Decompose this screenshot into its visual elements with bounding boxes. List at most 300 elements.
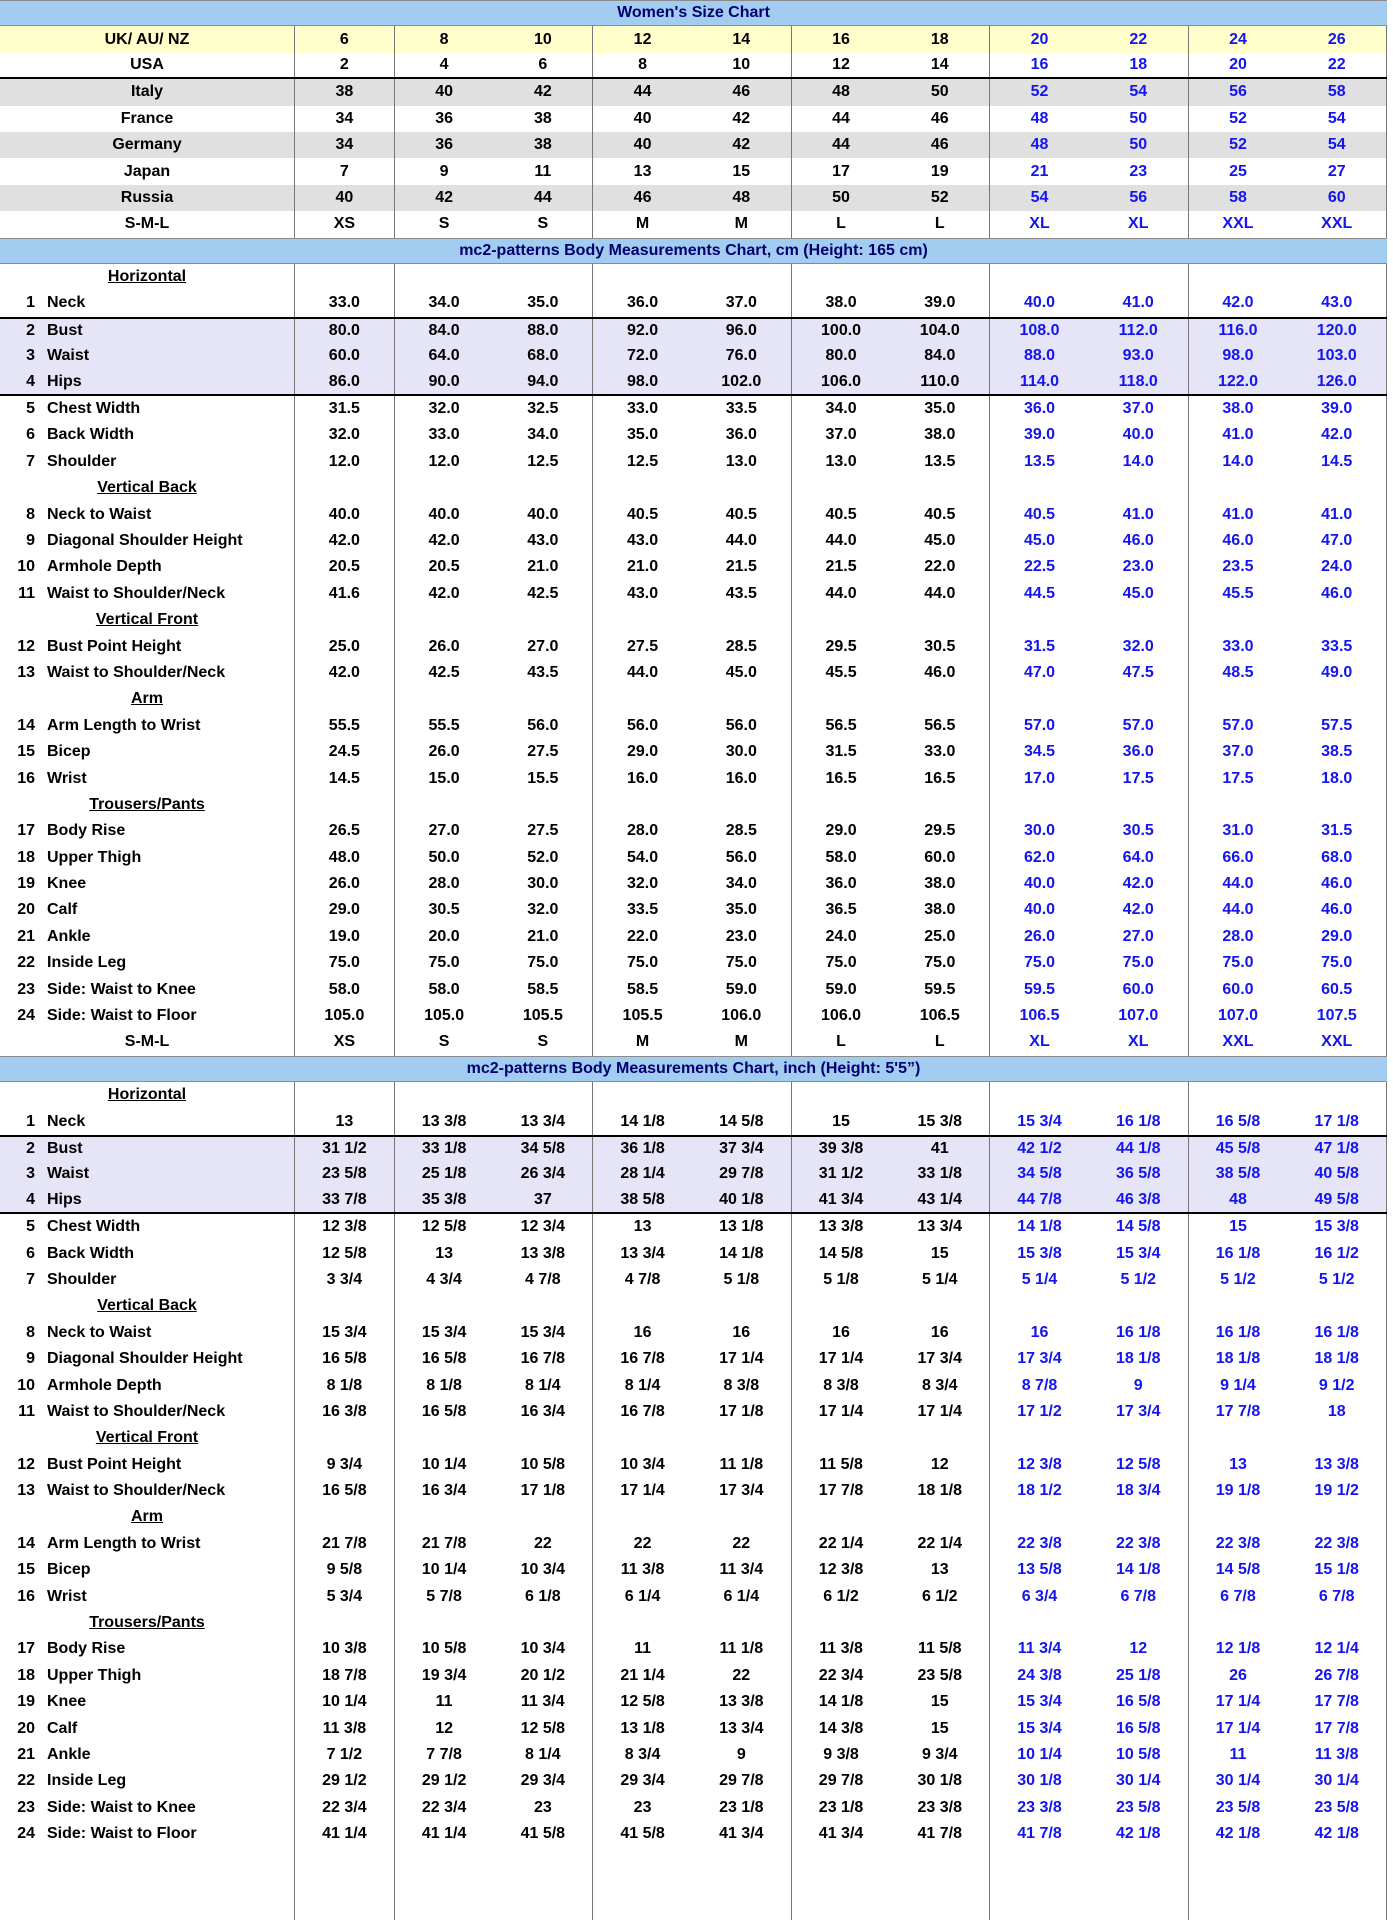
value-cell: 54 [1287, 132, 1387, 158]
row-label-text: Shoulder [47, 452, 117, 470]
value-cell [1189, 1425, 1288, 1451]
value-cell [493, 1293, 593, 1319]
value-cell: 16 [832, 30, 850, 48]
value-cell [890, 264, 990, 290]
value-cell: 46 [890, 132, 990, 158]
row-label-text: Upper Thigh [47, 1666, 142, 1684]
sml-row [0, 211, 1387, 237]
measurement-row [0, 1636, 1387, 1662]
cm-section-banner: mc2-patterns Body Measurements Chart, cm (Height: 165 cm) [0, 238, 1387, 264]
value-cell: 15 [1229, 1218, 1247, 1236]
value-cell: 7 7/8 [426, 1745, 462, 1763]
value-cell: 40.0 [493, 501, 593, 527]
value-cell: 19 1/2 [1287, 1478, 1387, 1504]
row-label-text: Trousers/Pants [89, 795, 205, 813]
value-cell: 4 7/8 [624, 1270, 661, 1288]
value-cell: 9 1/4 [1220, 1376, 1256, 1394]
value-cell: 17 7/8 [1287, 1715, 1387, 1741]
value-cell: 10 1/4 [295, 1689, 395, 1715]
value-cell: 30 1/4 [1215, 1772, 1261, 1790]
value-cell: 42.0 [295, 660, 395, 686]
row-label [0, 1346, 295, 1372]
value-cell: 43 1/4 [890, 1188, 990, 1212]
row-label [0, 1108, 295, 1134]
measurement-row [0, 1663, 1387, 1689]
value-cell: 26.0 [428, 637, 460, 655]
measurement-row [0, 1795, 1387, 1821]
value-cell: 68.0 [493, 343, 593, 369]
value-cell: 23 5/8 [890, 1663, 990, 1689]
value-cell: 15 3/4 [1017, 1719, 1062, 1737]
value-cell: 42 [493, 79, 593, 105]
value-cell [692, 1504, 792, 1530]
value-cell: 33 7/8 [295, 1188, 395, 1212]
row-label-text: Side: Waist to Knee [47, 1798, 196, 1816]
row-number: 3 [26, 1165, 35, 1183]
value-cell: 15 [692, 158, 792, 184]
row-number: 9 [26, 532, 35, 549]
row-number: 23 [17, 980, 35, 998]
value-cell: 30 1/4 [1287, 1768, 1387, 1794]
row-label [0, 53, 295, 77]
row-label-text: Side: Waist to Floor [47, 1825, 197, 1843]
value-cell: 29.5 [890, 818, 990, 844]
value-cell: 25 1/8 [421, 1165, 467, 1183]
value-cell: 92.0 [627, 321, 659, 339]
row-label-text: Inside Leg [47, 1772, 127, 1790]
value-cell [792, 475, 891, 501]
value-cell: 16 1/8 [1089, 1108, 1189, 1134]
row-label [0, 1320, 295, 1346]
value-cell: 22 3/8 [1215, 1534, 1261, 1552]
value-cell: 11 [1229, 1745, 1247, 1763]
value-cell: 75.0 [295, 950, 395, 976]
value-cell: 23.0 [692, 924, 792, 950]
value-cell: 34 [295, 106, 395, 132]
value-cell: 11 5/8 [890, 1636, 990, 1662]
value-cell [1089, 1504, 1189, 1530]
row-label-text: Chest Width [47, 1218, 141, 1236]
value-cell: 56.0 [692, 845, 792, 871]
value-cell: 47 1/8 [1287, 1137, 1387, 1161]
value-cell: 50 [890, 79, 990, 105]
value-cell: 18 [890, 26, 990, 52]
value-cell: 43.0 [627, 532, 659, 549]
row-label [0, 950, 295, 976]
value-cell: 35.0 [692, 897, 792, 923]
row-label [0, 132, 295, 158]
value-cell: 13 1/8 [692, 1214, 792, 1240]
filler-cell [990, 1847, 1089, 1920]
value-cell [295, 1425, 395, 1451]
filler-cell [295, 1847, 395, 1920]
value-cell: 38.5 [1287, 739, 1387, 765]
size-row-japan [0, 158, 1387, 184]
value-cell: 42 1/8 [1089, 1821, 1189, 1847]
value-cell: 106.5 [890, 1003, 990, 1029]
value-cell: 41 7/8 [890, 1821, 990, 1847]
value-cell [692, 607, 792, 633]
row-label [0, 422, 295, 448]
value-cell: 58.0 [825, 848, 857, 866]
value-cell: 6 1/4 [692, 1583, 792, 1609]
value-cell: 104.0 [890, 319, 990, 343]
value-cell: 33.0 [295, 290, 395, 316]
value-cell [1189, 475, 1288, 501]
value-cell [1287, 607, 1387, 633]
value-cell [1089, 264, 1189, 290]
value-cell: 106.0 [821, 1007, 862, 1025]
value-cell [692, 1082, 792, 1108]
value-cell: 31.5 [295, 396, 395, 422]
value-cell: 48.5 [1222, 663, 1254, 681]
value-cell: 18 7/8 [295, 1663, 395, 1689]
value-cell: 17 1/8 [1287, 1108, 1387, 1134]
value-cell: 106.0 [692, 1003, 792, 1029]
value-cell: 58 [1287, 79, 1387, 105]
value-cell: 58 [1229, 188, 1247, 206]
value-cell: 48 [692, 185, 792, 211]
measurement-row [0, 713, 1387, 739]
value-cell: 30.5 [1089, 818, 1189, 844]
row-number: 23 [17, 1798, 35, 1816]
value-cell: 44.0 [692, 528, 792, 554]
value-cell: 41.0 [1222, 426, 1254, 444]
value-cell: 22.5 [1023, 558, 1056, 576]
row-label-text: Body Rise [47, 1640, 126, 1658]
row-number: 22 [17, 954, 35, 972]
value-cell: 94.0 [493, 369, 593, 393]
value-cell [890, 1293, 990, 1319]
value-cell: 57.0 [1222, 716, 1254, 734]
value-cell: 26.5 [295, 818, 395, 844]
row-label [0, 1689, 295, 1715]
value-cell: 16.0 [692, 765, 792, 791]
value-cell: 11 1/8 [692, 1636, 792, 1662]
value-cell: 120.0 [1287, 319, 1387, 343]
value-cell: 50 [1089, 106, 1189, 132]
value-cell: 22 1/4 [818, 1534, 864, 1552]
value-cell: 37.0 [825, 426, 857, 444]
value-cell: 44.0 [825, 584, 857, 602]
section-subheader-row [0, 264, 1387, 290]
section-subheader-row [0, 1610, 1387, 1636]
value-cell: 32.0 [295, 422, 395, 448]
row-label-text: Bust [47, 1139, 83, 1157]
value-cell: 20.0 [428, 927, 460, 945]
value-cell: 14 [890, 53, 990, 77]
value-cell [692, 686, 792, 712]
value-cell: 23 5/8 [1287, 1795, 1387, 1821]
value-cell: 22 [1287, 53, 1387, 77]
value-cell: 9 3/4 [295, 1451, 395, 1477]
value-cell [493, 1610, 593, 1636]
value-cell [295, 1504, 395, 1530]
value-cell: 42.5 [428, 663, 460, 681]
value-cell: 5 3/4 [295, 1583, 395, 1609]
value-cell: 42 1/8 [1287, 1821, 1387, 1847]
value-cell [692, 1610, 792, 1636]
value-cell: M [635, 215, 650, 233]
value-cell: 21.5 [825, 558, 857, 576]
value-cell: 12 5/8 [493, 1715, 593, 1741]
value-cell [1089, 1293, 1189, 1319]
value-cell: 21 [1030, 162, 1049, 180]
row-label-text: Neck to Waist [47, 1323, 152, 1341]
row-label-text: Arm Length to Wrist [47, 1534, 201, 1552]
value-cell: 29.5 [825, 637, 857, 655]
value-cell: 56.5 [825, 716, 857, 734]
value-cell [593, 792, 692, 818]
value-cell: 42 1/2 [1017, 1139, 1062, 1157]
value-cell: 30.5 [890, 633, 990, 659]
row-label [0, 396, 295, 422]
row-label [0, 1795, 295, 1821]
value-cell: 75.0 [890, 950, 990, 976]
value-cell: 34 [295, 132, 395, 158]
value-cell [493, 1425, 593, 1451]
value-cell: 30.0 [1023, 822, 1056, 840]
value-cell: 38.0 [890, 897, 990, 923]
value-cell: 103.0 [1287, 343, 1387, 369]
value-cell: 22 1/4 [890, 1531, 990, 1557]
row-label [0, 1531, 295, 1557]
value-cell: 41.6 [295, 581, 395, 607]
value-cell: 5 1/2 [1287, 1267, 1387, 1293]
row-number: 14 [17, 716, 35, 734]
value-cell [1287, 1425, 1387, 1451]
row-label-text: Body Rise [47, 822, 126, 840]
row-label-text: Russia [120, 188, 174, 206]
value-cell: 41 3/4 [692, 1821, 792, 1847]
measurement-row [0, 633, 1387, 659]
value-cell: 13 [1229, 1455, 1247, 1473]
value-cell: 15.5 [493, 765, 593, 791]
value-cell: 16 5/8 [295, 1478, 395, 1504]
value-cell: 14 1/8 [1017, 1218, 1062, 1236]
row-label-text: Neck [47, 1112, 86, 1130]
value-cell: 40.5 [692, 501, 792, 527]
value-cell: 17 1/4 [1215, 1719, 1261, 1737]
value-cell [792, 1425, 891, 1451]
value-cell: 16 [890, 1320, 990, 1346]
value-cell: 9 [439, 162, 449, 180]
row-number: 18 [17, 1666, 35, 1684]
value-cell: 106.0 [821, 372, 862, 390]
value-cell: 27.5 [493, 818, 593, 844]
value-cell: 15 3/4 [1017, 1112, 1062, 1130]
value-cell: 36.0 [692, 422, 792, 448]
filler-cell [395, 1847, 494, 1920]
value-cell [1287, 686, 1387, 712]
measurement-row [0, 1715, 1387, 1741]
value-cell [593, 1293, 692, 1319]
value-cell [890, 1504, 990, 1530]
value-cell: 15 3/4 [493, 1320, 593, 1346]
row-label-text: Knee [47, 875, 87, 893]
value-cell: 12 [435, 1719, 453, 1737]
value-cell: 10 3/4 [620, 1455, 665, 1473]
value-cell: 46.0 [1287, 871, 1387, 897]
row-label-text: Shoulder [47, 1270, 117, 1288]
value-cell: 26 [1287, 26, 1387, 52]
value-cell: 46 [890, 106, 990, 132]
measurement-row [0, 739, 1387, 765]
value-cell: 10 3/8 [295, 1636, 395, 1662]
value-cell [890, 686, 990, 712]
measurement-row [0, 396, 1387, 422]
value-cell: 22 3/4 [818, 1666, 864, 1684]
value-cell: 22.0 [890, 554, 990, 580]
value-cell: 75.0 [692, 950, 792, 976]
value-cell: 39.0 [1287, 396, 1387, 422]
value-cell [1089, 475, 1189, 501]
row-number: 17 [17, 1640, 35, 1658]
value-cell: 29 1/2 [295, 1768, 395, 1794]
value-cell [1287, 1504, 1387, 1530]
value-cell: 48 [1030, 109, 1049, 127]
value-cell: 15 3/8 [1017, 1244, 1062, 1262]
value-cell: 18 1/8 [890, 1478, 990, 1504]
value-cell: 38.0 [825, 294, 857, 312]
value-cell: 49 5/8 [1287, 1188, 1387, 1212]
value-cell: 16 5/8 [295, 1346, 395, 1372]
value-cell: 41 1/4 [421, 1825, 467, 1843]
value-cell: 45.0 [1023, 532, 1056, 549]
value-cell [990, 1425, 1089, 1451]
row-number: 15 [17, 1561, 35, 1579]
value-cell: 36 [435, 109, 453, 127]
value-cell: 13 [435, 1244, 453, 1262]
row-label-text: Knee [47, 1693, 87, 1711]
measurement-row [0, 1583, 1387, 1609]
value-cell: 8 1/8 [295, 1372, 395, 1398]
value-cell [1189, 686, 1288, 712]
value-cell: XL [1029, 1033, 1050, 1051]
value-cell: 5 1/8 [692, 1267, 792, 1293]
value-cell: 4 7/8 [493, 1267, 593, 1293]
value-cell: 11 [435, 1693, 453, 1711]
value-cell: 31.0 [1222, 822, 1254, 840]
value-cell: 14 3/8 [818, 1719, 864, 1737]
value-cell: 18 3/4 [1089, 1478, 1189, 1504]
value-cell: 6 7/8 [1287, 1583, 1387, 1609]
section-subheader-label [0, 607, 295, 633]
row-label [0, 1636, 295, 1662]
value-cell: 10 [493, 26, 593, 52]
value-cell: 5 1/2 [1089, 1267, 1189, 1293]
value-cell: 13.5 [1023, 452, 1056, 470]
value-cell: 30.0 [493, 871, 593, 897]
value-cell [692, 264, 792, 290]
value-cell: 16 5/8 [1089, 1689, 1189, 1715]
value-cell [890, 1610, 990, 1636]
measurement-row [0, 818, 1387, 844]
value-cell: 25 1/8 [1089, 1663, 1189, 1689]
value-cell: 40.5 [627, 505, 659, 523]
measurement-row [0, 1399, 1387, 1425]
value-cell: 11 [493, 158, 593, 184]
value-cell: 30 1/4 [1089, 1768, 1189, 1794]
filler-cell [1189, 1847, 1288, 1920]
row-label [0, 1583, 295, 1609]
measurement-row [0, 1161, 1387, 1187]
value-cell: 40 5/8 [1287, 1161, 1387, 1187]
value-cell: 46 [692, 79, 792, 105]
value-cell: 56 [1089, 185, 1189, 211]
value-cell: 30 1/8 [1017, 1772, 1062, 1790]
row-number: 7 [26, 452, 35, 470]
value-cell: 38.0 [1222, 400, 1254, 418]
value-cell: 15 1/8 [1287, 1557, 1387, 1583]
value-cell: 27.0 [1089, 924, 1189, 950]
value-cell: 6 3/4 [1021, 1587, 1058, 1605]
value-cell: 42.0 [1287, 422, 1387, 448]
row-label [0, 1742, 295, 1768]
row-label [0, 1768, 295, 1794]
row-label-text: Diagonal Shoulder Height [47, 532, 243, 549]
row-label [0, 1372, 295, 1398]
value-cell [792, 686, 891, 712]
row-label [0, 897, 295, 923]
value-cell: 6 1/4 [624, 1587, 661, 1605]
value-cell: 11 3/8 [295, 1715, 395, 1741]
value-cell: 21 7/8 [295, 1531, 395, 1557]
value-cell: 72.0 [627, 347, 659, 365]
value-cell: S [493, 211, 593, 237]
value-cell: 15 3/8 [1287, 1214, 1387, 1240]
value-cell: L [890, 211, 990, 237]
value-cell: 44.0 [825, 532, 857, 549]
value-cell: 17 1/4 [1215, 1693, 1261, 1711]
value-cell: 12 5/8 [421, 1218, 467, 1236]
row-label-text: Chest Width [47, 400, 141, 418]
value-cell: 17.0 [1023, 769, 1056, 787]
section-subheader-row [0, 1425, 1387, 1451]
value-cell [1089, 1610, 1189, 1636]
value-cell: 54 [1287, 106, 1387, 132]
value-cell: 8 7/8 [1021, 1376, 1058, 1394]
value-cell: 43.0 [1287, 290, 1387, 316]
value-cell: 59.0 [825, 980, 857, 998]
sml-row [0, 1029, 1387, 1055]
row-label [0, 633, 295, 659]
measurement-row [0, 1768, 1387, 1794]
value-cell: 36 5/8 [1089, 1161, 1189, 1187]
value-cell: 40.0 [1023, 294, 1056, 312]
value-cell: 27.0 [493, 633, 593, 659]
row-label-text: UK/ AU/ NZ [104, 30, 190, 48]
value-cell: 27.5 [627, 637, 659, 655]
value-cell [593, 1610, 692, 1636]
value-cell: 8 [638, 55, 648, 73]
value-cell [395, 1082, 494, 1108]
value-cell: 5 1/4 [890, 1267, 990, 1293]
value-cell: 13 3/4 [692, 1715, 792, 1741]
value-cell: 59.5 [1023, 980, 1056, 998]
value-cell: 42.0 [1089, 871, 1189, 897]
value-cell: 38.0 [890, 871, 990, 897]
value-cell: 29.0 [627, 743, 659, 761]
value-cell: 40.0 [1089, 422, 1189, 448]
value-cell: 88.0 [493, 319, 593, 343]
value-cell [493, 264, 593, 290]
value-cell: 27 [1287, 158, 1387, 184]
filler-cell [792, 1847, 891, 1920]
value-cell: 9 5/8 [295, 1557, 395, 1583]
value-cell: 10 3/4 [493, 1557, 593, 1583]
value-cell: 105.5 [622, 1007, 663, 1025]
